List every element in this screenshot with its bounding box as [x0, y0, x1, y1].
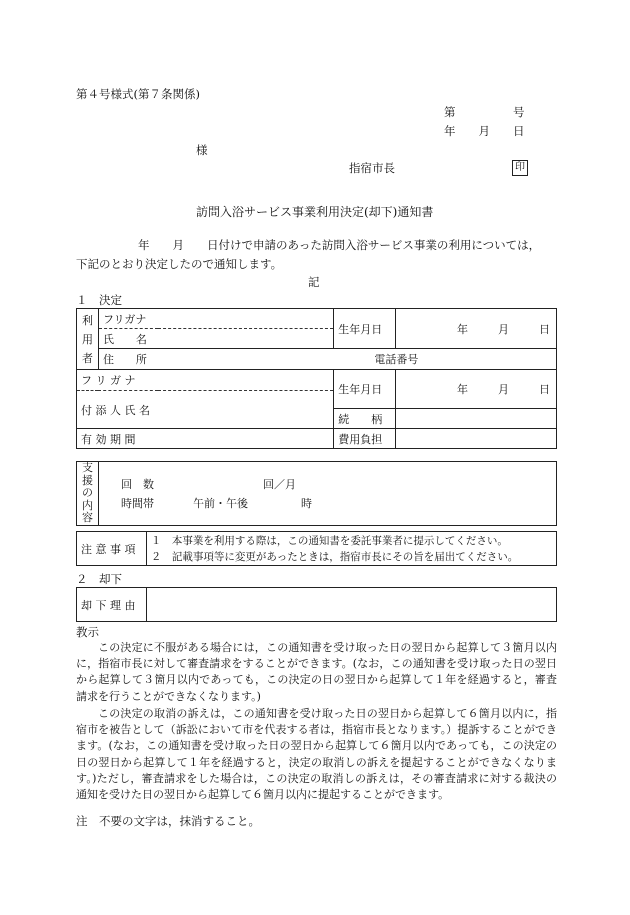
furigana-field[interactable] — [158, 309, 333, 329]
attendant-birthdate-field[interactable]: 年 月 日 — [396, 370, 557, 409]
relationship-field[interactable] — [396, 409, 557, 429]
notes-table — [76, 531, 557, 566]
support-content-field[interactable] — [98, 462, 556, 526]
time-label: 時間帯 — [120, 496, 154, 510]
decision-table — [76, 308, 557, 449]
count-unit: 回／月 — [262, 477, 296, 491]
intro-line-2: 下記のとおり決定したので通知します。 — [76, 257, 283, 271]
birthdate-label: 生年月日 — [334, 309, 396, 349]
notes-label: 注 意 事 項 — [77, 532, 147, 566]
address-label: 住 所 — [98, 349, 158, 370]
number-label: 第 号 — [444, 105, 525, 119]
section-2-title: ２ 却下 — [76, 572, 122, 586]
support-label: 支 援 の 内 容 — [77, 462, 99, 526]
addressee-suffix: 様 — [196, 143, 208, 157]
user-group-label: 利 用 者 — [77, 309, 99, 370]
rejection-table — [76, 587, 557, 622]
seal-icon: 印 — [512, 160, 528, 176]
attendant-furigana-label: フ リ ガ ナ — [81, 374, 136, 387]
rejection-reason-label: 却 下 理 由 — [77, 588, 147, 622]
note-item-2: ２ 記載事項等に変更があったときは，指宿市長にその旨を届出てください。 — [150, 550, 519, 563]
note-item-1: １ 本事業を利用する際は，この通知書を委託事業者に提示してください。 — [150, 534, 508, 547]
cost-burden-label: 費用負担 — [334, 429, 396, 449]
date-label: 年 月 日 — [444, 124, 525, 138]
count-label: 回 数 — [120, 477, 154, 491]
rejection-reason-field[interactable] — [146, 588, 556, 622]
instruction-paragraph-1: この決定に不服がある場合には，この通知書を受け取った日の翌日から起算して３箇月以内に，指宿市長に対して審査請求をすることができます。(なお，この通知書を受け取った日の翌日から起算して３箇月以内であっても，この決定の日の翌日から起算して１年を経過すると，審査請求を行うことができなくなります。) — [76, 641, 557, 703]
furigana-label: フリガナ — [98, 309, 158, 329]
instruction-title: 教示 — [76, 625, 99, 639]
document-title: 訪問入浴サービス事業利用決定(却下)通知書 — [196, 205, 434, 219]
section-1-title: １ 決定 — [76, 293, 122, 307]
relationship-label: 続 柄 — [334, 409, 396, 429]
valid-period-row[interactable] — [77, 429, 334, 449]
cost-burden-field[interactable] — [396, 429, 557, 449]
notes-content — [146, 532, 556, 566]
seal-mark — [512, 159, 528, 176]
support-table — [76, 461, 557, 526]
birthdate-field[interactable]: 年 月 日 — [396, 309, 557, 349]
form-label: 第４号様式(第７条関係) — [76, 87, 200, 101]
instruction-paragraph-2: この決定の取消の訴えは，この通知書を受け取った日の翌日から起算して６箇月以内に，指宿市を被告として（訴訟において市を代表する者は，指宿市長となります。）提訴することができます。(なお，この通知書を受け取った日の翌日から起算して６箇月以内であっても，この決定の日の翌日から起算して１年を経過すると，決定の取消しの訴えを提起することができなくなります。)ただし，審査請求をした場合は，この決定の取消しの訴えは，その審査請求に対する裁決の通知を受けた日の翌日から起算して６箇月以内に提起することができます。 — [76, 707, 557, 802]
intro-line-1: 年 月 日付けで申請のあった訪問入浴サービス事業の利用については， — [138, 238, 541, 252]
phone-label: 電話番号 — [374, 353, 419, 366]
ampm-label: 午前・午後 — [192, 496, 248, 510]
valid-period-label: 有 効 期 間 — [81, 432, 136, 446]
attendant-birthdate-label: 生年月日 — [334, 370, 396, 409]
hour-label: 時 — [300, 496, 312, 510]
name-field[interactable] — [158, 329, 333, 349]
attendant-furigana-row[interactable] — [77, 370, 334, 391]
footnote: 注 不要の文字は，抹消すること。 — [76, 814, 260, 828]
issuer: 指宿市長 — [349, 161, 395, 175]
attendant-name-label: 付 添 人 氏 名 — [81, 403, 150, 417]
address-field[interactable] — [158, 349, 556, 370]
ki-mark: 記 — [308, 275, 320, 289]
attendant-name-row[interactable] — [77, 391, 334, 429]
name-label: 氏 名 — [98, 329, 158, 349]
